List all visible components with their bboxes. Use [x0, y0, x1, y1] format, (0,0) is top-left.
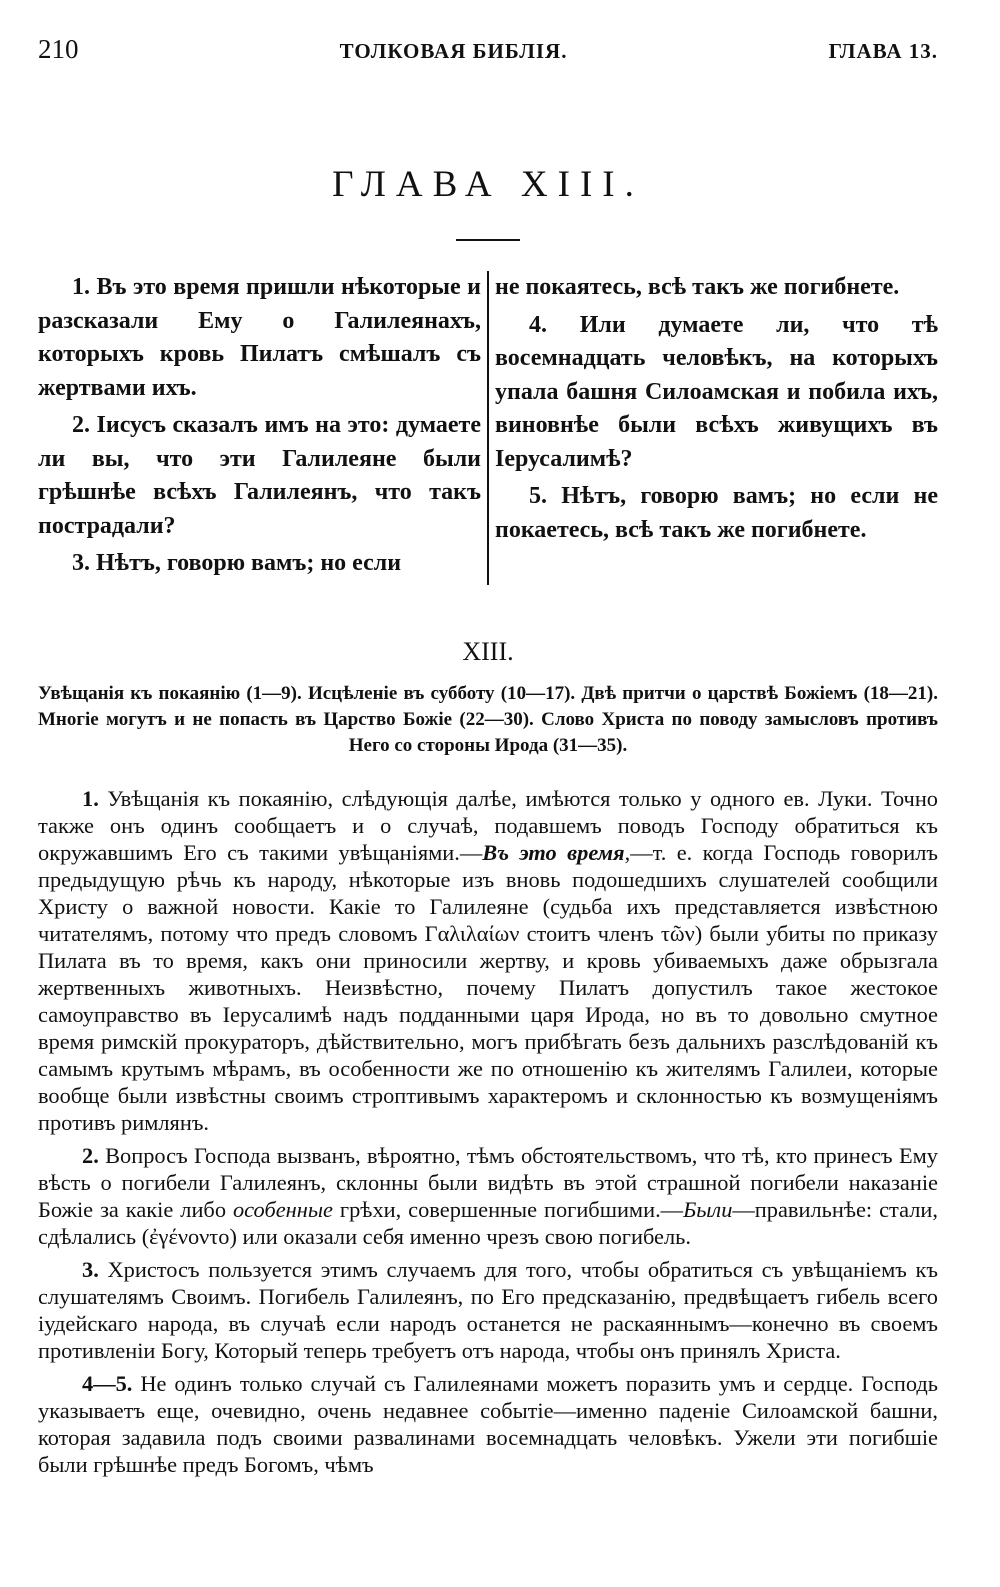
commentary-text: Не одинъ только случай съ Галилеянами можетъ поразить умъ и сердце. Господь указываетъ еще, очевидно, очень недавнее событіе—именно паденіе Силоамской башни, которая задавила подъ своими развалинами восемнадцать человѣкъ. Ужели эти погибшіе были грѣшнѣе предъ Богомъ, чѣмъ	[38, 1370, 938, 1477]
verse-3-start: 3. Нѣтъ, говорю вамъ; но если	[72, 550, 402, 576]
emphasized-word: особенные	[232, 1196, 333, 1222]
commentary-text: грѣхи, совершенные погибшими.—	[332, 1196, 684, 1222]
commentary-text: —правильнѣе: стали, сдѣлались (ἐγένοντο) или оказали себя именно чрезъ свою погибель.	[38, 1196, 938, 1249]
commentary-paragraph-1	[38, 785, 938, 1136]
section-summary: Увѣщанія къ покаянію (1—9). Исцѣленіе въ субботу (10—17). Двѣ притчи о царствѣ Божіемъ (18—21). Многіе могутъ и не попасть въ Царство Божіе (22—30). Слово Христа по поводу замысловъ противъ Него со стороны Ирода (31—35).	[38, 682, 938, 756]
commentary-text: Христосъ пользуется этимъ случаемъ для того, чтобы обратиться съ увѣщаніемъ къ слушателямъ Своимъ. Погибель Галилеянъ, по Его предсказанію, предвѣщаетъ гибель всего іудейскаго народа, въ случаѣ если народъ останется не раскаяннымъ—конечно въ своемъ противленіи Богу, Который теперь требуетъ отъ народа, чтобы онъ принялъ Христа.	[38, 1256, 938, 1363]
commentary-paragraph-3	[38, 1256, 938, 1364]
commentary-text: Вопросъ Господа вызванъ, вѣроятно, тѣмъ обстоятельствомъ, что тѣ, кто принесъ Ему вѣсть о погибели Галилеянъ, склонны были видѣть въ этой страшной погибели наказаніе Божіе за какіе либо	[38, 1142, 938, 1222]
verse-number: 2.	[82, 1142, 99, 1168]
chapter-title: ГЛАВА XIII.	[332, 164, 644, 205]
scripture-column-left	[38, 271, 489, 585]
commentary-paragraph-2	[38, 1142, 938, 1250]
verse-5: 5. Нѣтъ, говорю вамъ; но если не покаетесь, всѣ такъ же погибнете.	[495, 483, 938, 543]
quoted-phrase: Были	[683, 1196, 733, 1222]
page-number: 210	[38, 34, 79, 64]
book-title: ТОЛКОВАЯ БИБЛІЯ.	[339, 39, 568, 63]
verse-1: 1. Въ это время пришли нѣкоторые и разсказали Ему о Галилеянахъ, которыхъ кровь Пилатъ смѣшалъ съ жертвами ихъ.	[38, 274, 481, 401]
chapter-reference: ГЛАВА 13.	[828, 39, 938, 63]
verse-number: 3.	[82, 1256, 99, 1282]
title-divider	[456, 239, 520, 241]
verse-4: 4. Или думаете ли, что тѣ восемнадцать человѣкъ, на которыхъ упала башня Силоамская и побила ихъ, виновнѣе были всѣхъ живущихъ въ Іерусалимѣ?	[495, 311, 938, 472]
page	[38, 34, 938, 1484]
verse-2: 2. Іисусъ сказалъ имъ на это: думаете ли вы, что эти Галилеяне были грѣшнѣе всѣхъ Галилеянъ, что такъ пострадали?	[38, 412, 481, 539]
commentary-text: ,—т. е. когда Господь говорилъ предыдущую рѣчь къ народу, нѣкоторые изъ вновь подошедшихъ слушателей сообщили Христу о важной новости. Какіе то Галилеяне (судьба ихъ представляется извѣстною читателямъ, потому что предъ словомъ Γαλιλαίων стоитъ членъ τῶν) были убиты по приказу Пилата въ то время, какъ они приносили жертву, и кровь убиваемыхъ даже обрызгала жертвенныхъ животныхъ. Неизвѣстно, почему Пилатъ допустилъ такое жестокое самоуправство въ Іерусалимѣ надъ подданными царя Ирода, но въ то довольно смутное время римскій прокураторъ, дѣйствительно, могъ прибѣгать безъ дальнихъ разслѣдованій къ самымъ крутымъ мѣрамъ, въ особенности же по отношенію къ жителямъ Галилеи, которые вообще были извѣстны своимъ строптивымъ характеромъ и склонностью къ возмущеніямъ противъ римлянъ.	[38, 839, 938, 1135]
scripture-column-right	[489, 271, 938, 585]
scripture-text	[38, 271, 938, 585]
commentary	[38, 785, 938, 1478]
running-header	[38, 34, 938, 74]
verse-number: 4—5.	[82, 1370, 133, 1396]
verse-number: 1.	[82, 785, 99, 811]
section-number: XIII.	[462, 636, 514, 666]
commentary-paragraph-4	[38, 1370, 938, 1478]
commentary-text: Увѣщанія къ покаянію, слѣдующія далѣе, имѣются только у одного ев. Луки. Точно также онъ одинъ сообщаетъ и о случаѣ, подавшемъ поводъ Господу обратиться къ окружавшимъ Его съ такими увѣщаніями.—	[38, 785, 938, 865]
quoted-phrase: Въ это время	[482, 839, 625, 865]
verse-3-end: не покаятесь, всѣ такъ же погибнете.	[495, 274, 900, 300]
